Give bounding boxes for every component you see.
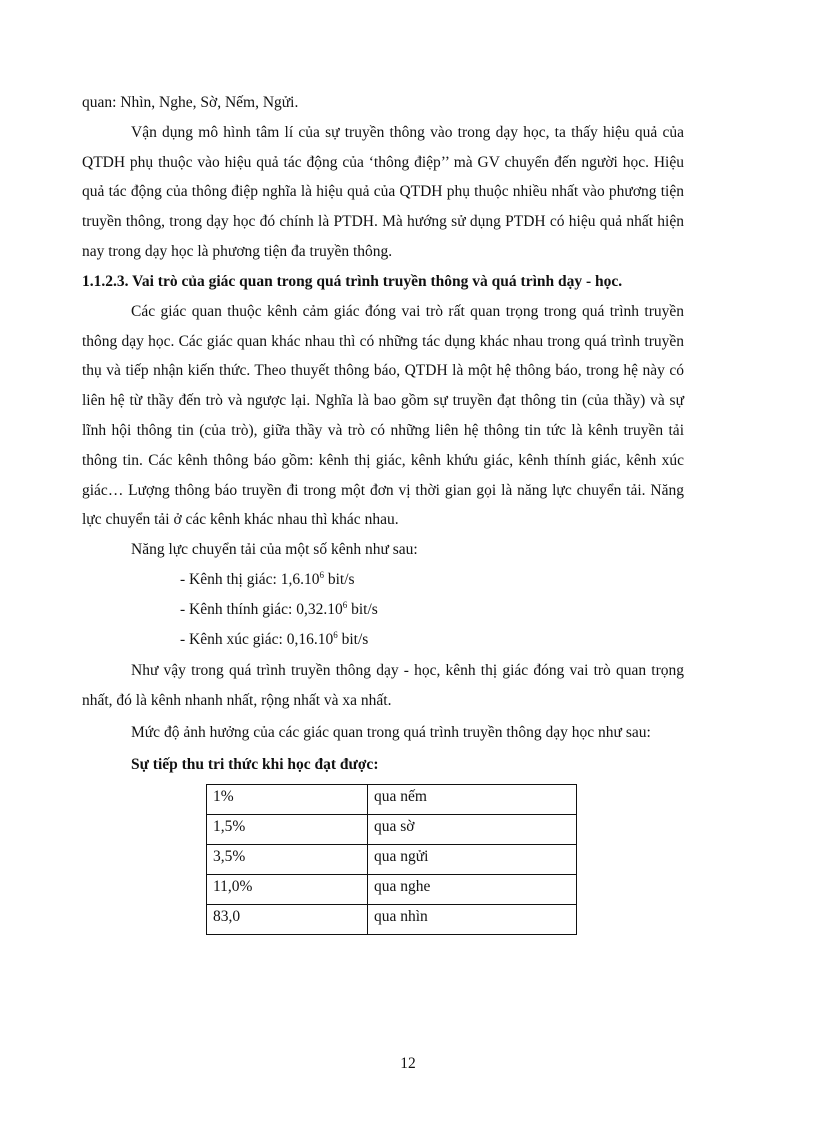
table-cell-value: 11,0%	[207, 874, 368, 904]
table-label: Sự tiếp thu tri thức khi học đạt được:	[131, 755, 379, 773]
paragraph-media-model: Vận dụng mô hình tâm lí của sự truyền thông vào trong dạy học, ta thấy hiệu quả của QTDH phụ thuộc vào hiệu quả tác động của ‘thông điệp’’ mà GV chuyển đến người học. Hiệu quả tác động của thông điệp nghĩa là hiệu quả của QTDH phụ thuộc nhiều nhất vào phương tiện truyền thông, trong dạy học đó chính là PTDH. Mà hướng sử dụng PTDH có hiệu quả nhất hiện nay trong dạy học là phương tiện đa truyền thông.	[82, 123, 684, 260]
paragraph-senses-role: Các giác quan thuộc kênh cảm giác đóng vai trò rất quan trọng trong quá trình truyền thông dạy học. Các giác quan khác nhau thì có những tác dụng khác nhau trong quá trình truyền thụ và tiếp nhận kiến thức. Theo thuyết thông báo, QTDH là một hệ thông báo, trong hệ này có liên hệ từ thầy đến trò và ngược lại. Nghĩa là bao gồm sự truyền đạt thông tin (của thầy) và sự lĩnh hội thông tin (của trò), giữa thầy và trò có những liên hệ thông tin tức là kênh truyền tải thông tin. Các kênh thông báo gồm: kênh thị giác, kênh khứu giác, kênh thính giác, kênh xúc giác… Lượng thông báo truyền đi trong một đơn vị thời gian gọi là năng lực chuyển tải. Năng lực chuyển tải ở các kênh khác nhau thì khác nhau.	[82, 302, 684, 529]
table-cell-value: 83,0	[207, 904, 368, 934]
section-heading: 1.1.2.3. Vai trò của giác quan trong quá trình truyền thông và quá trình dạy - học.	[82, 272, 623, 290]
table-cell-sense: qua nhìn	[368, 904, 577, 934]
paragraph-visual-importance: Như vậy trong quá trình truyền thông dạy - học, kênh thị giác đóng vai trò quan trọng nhất, đó là kênh nhanh nhất, rộng nhất và xa nhất.	[82, 662, 684, 710]
channel-item-tactile: - Kênh xúc giác: 0,16.10$^6$ bit/s	[180, 629, 369, 648]
table-cell-value: 1%	[207, 784, 368, 814]
paragraph-influence: Mức độ ảnh hưởng của các giác quan trong quá trình truyền thông dạy học như sau:	[131, 723, 651, 741]
table-cell-sense: qua nếm	[368, 784, 577, 814]
table-row	[207, 874, 577, 904]
intro-tail: quan: Nhìn, Nghe, Sờ, Nếm, Ngửi.	[82, 94, 299, 111]
table-row	[207, 784, 577, 814]
channel-item-visual: - Kênh thị giác: 1,6.10$^6$ bit/s	[180, 569, 355, 588]
paragraph-channel-capacity: Năng lực chuyển tải của một số kênh như sau:	[131, 541, 418, 559]
table-cell-sense: qua ngửi	[368, 844, 577, 874]
knowledge-acquisition-table	[206, 784, 577, 935]
table-cell-sense: qua nghe	[368, 874, 577, 904]
table-cell-value: 1,5%	[207, 814, 368, 844]
document-page	[82, 88, 684, 935]
table-row	[207, 904, 577, 934]
table-cell-value: 3,5%	[207, 844, 368, 874]
table-row	[207, 844, 577, 874]
channel-item-auditory: - Kênh thính giác: 0,32.10$^6$ bit/s	[180, 599, 378, 618]
table-cell-sense: qua sờ	[368, 814, 577, 844]
page-number: 12	[400, 1055, 416, 1072]
table-row	[207, 814, 577, 844]
